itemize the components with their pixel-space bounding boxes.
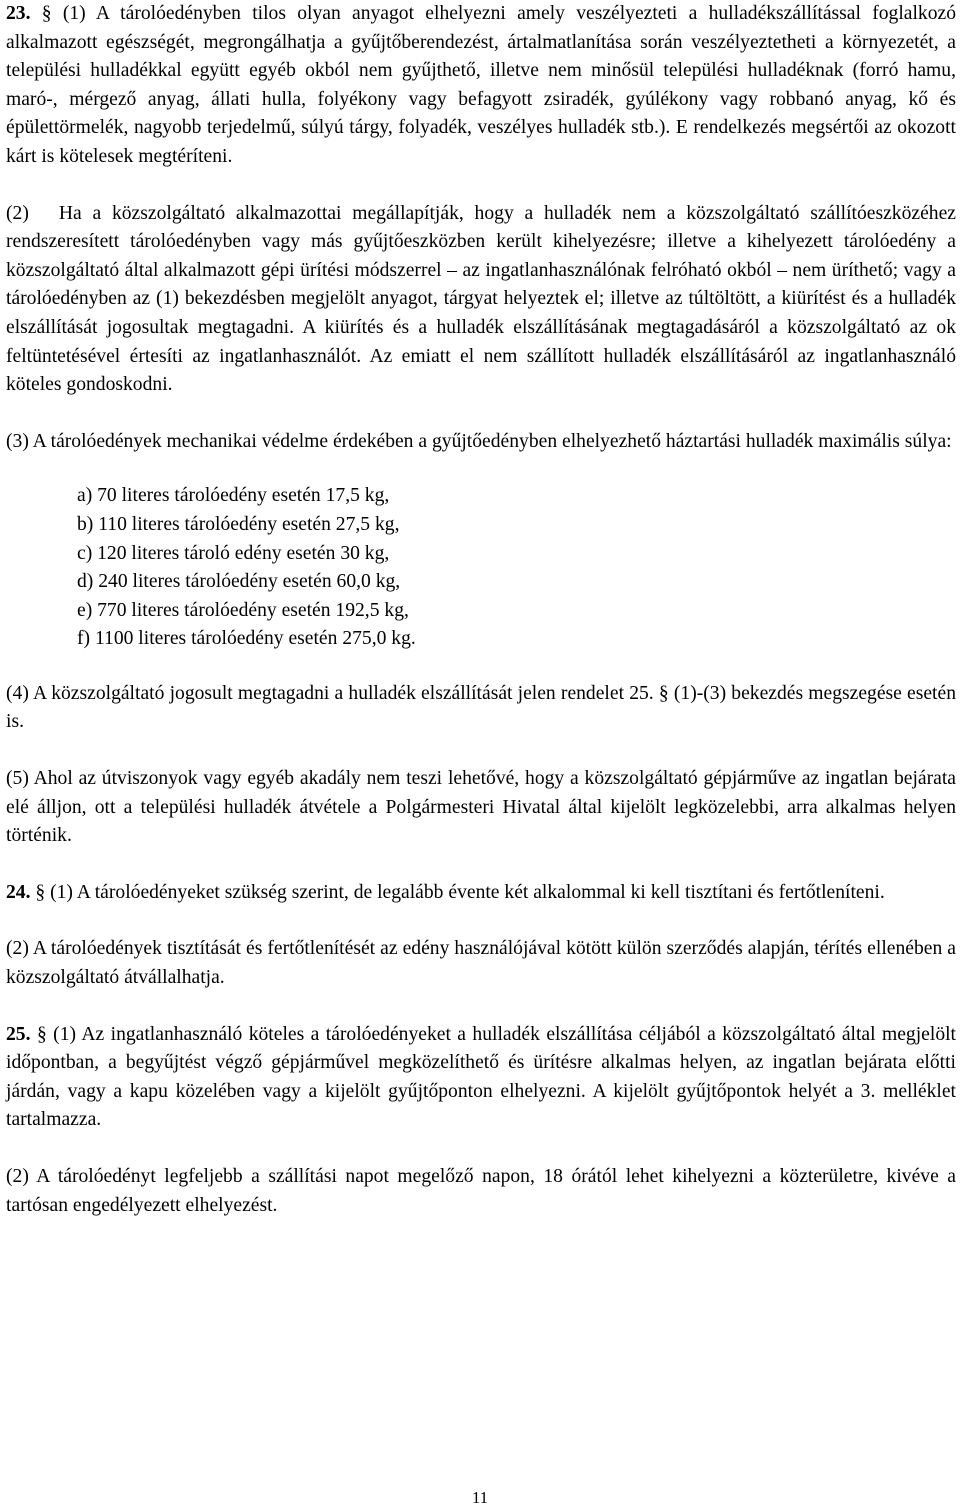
section-25-paragraph-2 xyxy=(6,1163,956,1220)
list-item: b) 110 literes tárolóedény esetén 27,5 kg, xyxy=(77,513,400,535)
section-24-p2-text: (2) A tárolóedények tisztítását és fertőtlenítését az edény használójával kötött külön szerződés alapján, térítés ellenében a közszolgáltató átvállalhatja. xyxy=(6,938,956,989)
list-item: c) 120 literes tároló edény esetén 30 kg, xyxy=(77,542,390,564)
list-item: a) 70 literes tárolóedény esetén 17,5 kg, xyxy=(77,485,390,507)
section-23-p1-text: (1) A tárolóedényben tilos olyan anyagot elhelyezni amely veszélyezteti a hulladékszállítással foglalkozó alkalmazott egészségét, megrongálhatja a gyűjtőberendezést, ártalmatlanítása során veszélyeztetheti a környezetét, a települési hulladékkal együtt egyéb okból nem gyűjthető, illetve nem minősül települési hulladéknak (forró hamu, maró-, mérgező anyag, állati hulla, folyékony vagy befagyott zsiradék, gyúlékony vagy robbanó anyag, kő és épülettörmelék, nagyobb terjedelmű, súlyú tárgy, folyadék, veszélyes hulladék stb.). E rendelkezés megsértői az okozott kárt is kötelesek megtéríteni. xyxy=(6,3,956,167)
section-23-p2-label: (2) xyxy=(6,202,29,224)
section-23-paragraph-2 xyxy=(6,200,956,400)
section-25-p2-text: (2) A tárolóedényt legfeljebb a szállítási napot megelőző napon, 18 órától lehet kihelyezni a közterületre, kivéve a tartósan engedélyezett elhelyezést. xyxy=(6,1166,956,1216)
section-sign: § xyxy=(41,3,52,24)
section-23-p4-text: (4) A közszolgáltató jogosult megtagadni a hulladék elszállítását jelen rendelet 25. § (1)-(3) bekezdés megszegése esetén is. xyxy=(6,682,956,733)
list-item: d) 240 literes tárolóedény esetén 60,0 kg, xyxy=(77,571,401,593)
section-23-p3-text: (3) A tárolóedények mechanikai védelme érdekében a gyűjtőedényben elhelyezhető háztartási hulladék maximális súlya: xyxy=(6,430,952,452)
document-page xyxy=(6,0,956,1220)
section-24-paragraph-2 xyxy=(6,935,956,992)
section-23-paragraph-3 xyxy=(6,428,956,457)
section-25-paragraph-1 xyxy=(6,1021,956,1135)
section-24-p1-text: (1) A tárolóedényeket szükség szerint, de legalább évente két alkalommal ki kell tisztítani és fertőtleníteni. xyxy=(50,881,885,903)
weight-limit-list xyxy=(6,482,956,654)
section-23-paragraph-4 xyxy=(6,680,956,737)
page-number: 11 xyxy=(471,1488,489,1507)
section-23-number: 23. xyxy=(6,3,31,24)
list-item: f) 1100 literes tárolóedény esetén 275,0 kg. xyxy=(77,628,416,650)
section-25-number: 25. xyxy=(6,1023,31,1045)
section-25-p1-text: (1) Az ingatlanhasználó köteles a tárolóedényeket a hulladék elszállítása céljából a közszolgáltató által megjelölt időpontban, a begyűjtést végző gépjárművel megközelíthető és ürítésre alkalmas helyen, az ingatlan bejárata előtti járdán, vagy a kapu közelében vagy a kijelölt gyűjtőponton elhelyezni. A kijelölt gyűjtőpontok helyét a 3. melléklet tartalmazza. xyxy=(6,1023,956,1131)
section-sign: § xyxy=(36,1023,47,1045)
section-23-p5-text: (5) Ahol az útviszonyok vagy egyéb akadály nem teszi lehetővé, hogy a közszolgáltató gépjárműve az ingatlan bejárata elé álljon, ott a települési hulladék átvétele a Polgármesteri Hivatal által kijelölt legközelebbi, arra alkalmas helyen történik. xyxy=(6,768,956,847)
list-item: e) 770 literes tárolóedény esetén 192,5 kg, xyxy=(77,599,409,621)
section-23-paragraph-1 xyxy=(6,0,956,172)
section-24-number: 24. xyxy=(6,881,31,903)
section-sign: § xyxy=(35,881,46,903)
section-23-paragraph-5 xyxy=(6,765,956,851)
section-24-paragraph-1 xyxy=(6,879,956,908)
section-23-p2-text: Ha a közszolgáltató alkalmazottai megállapítják, hogy a hulladék nem a közszolgáltató szállítóeszközéhez rendszeresített tárolóedényben vagy más gyűjtőeszközben került kihelyezésre; illetve a kihelyezett tárolóedény a közszolgáltató által alkalmazott gépi ürítési módszerrel – az ingatlanhasználónak felróható okból – nem üríthető; vagy a tárolóedényben az (1) bekezdésben megjelölt anyagot, tárgyat helyeztek el; illetve az túltöltött, a kiürítést és a hulladék elszállítását jogosultak megtagadni. A kiürítés és a hulladék elszállításának megtagadásáról a közszolgáltató az ok feltüntetésével értesíti az ingatlanhasználót. Az emiatt el nem szállított hulladék elszállításáról az ingatlanhasználó köteles gondoskodni. xyxy=(6,202,956,396)
